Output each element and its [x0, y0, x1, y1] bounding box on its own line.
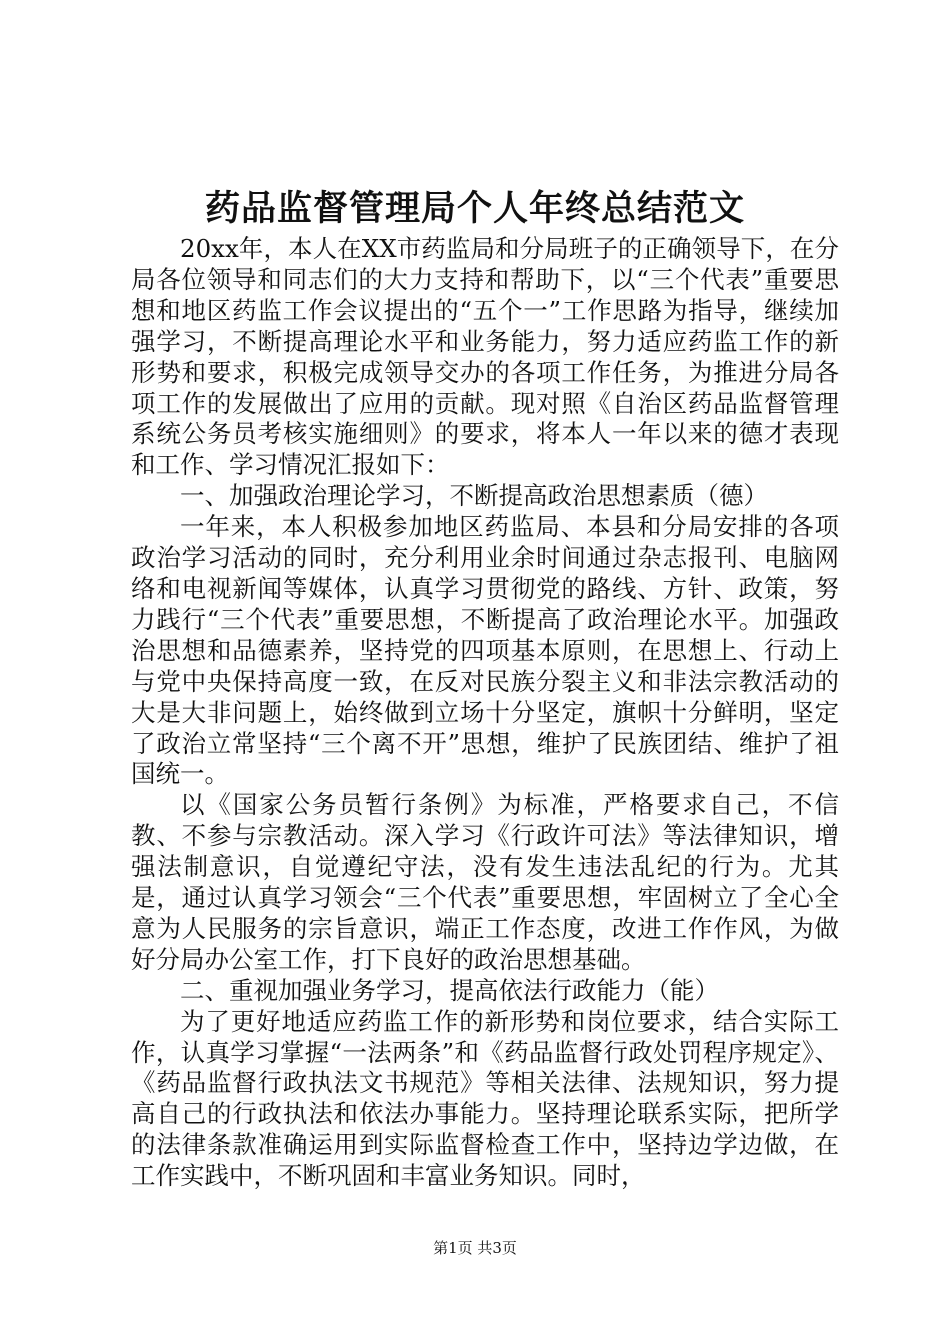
section-heading-1: 一、加强政治理论学习，不断提高政治思想素质（德） — [180, 481, 768, 511]
paragraph-section-1b: 以《国家公务员暂行条例》为标准，严格要求自己，不信教、不参与宗教活动。深入学习《行政许可法》等法律知识，增强法制意识，自觉遵纪守法，没有发生违法乱纪的行为。尤其是，通过认真学习领会“三个代表”重要思想，牢固树立了全心全意为人民服务的宗旨意识，端正工作态度，改进工作作风，为做好分局办公室工作，打下良好的政治思想基础。 — [131, 790, 839, 974]
paragraph-section-1: 一年来，本人积极参加地区药监局、本县和分局安排的各项政治学习活动的同时，充分利用业余时间通过杂志报刊、电脑网络和电视新闻等媒体，认真学习贯彻党的路线、方针、政策，努力践行“三个代表”重要思想，不断提高了政治理论水平。加强政治思想和品德素养，坚持党的四项基本原则，在思想上、行动上与党中央保持高度一致，在反对民族分裂主义和非法宗教活动的大是大非问题上，始终做到立场十分坚定，旗帜十分鲜明，坚定了政治立常坚持“三个离不开”思想，维护了民族团结、维护了祖国统一。 — [131, 512, 839, 789]
document-body — [131, 234, 839, 1192]
section-heading-2: 二、重视加强业务学习，提高依法行政能力（能） — [180, 975, 719, 1005]
page-number-footer: 第1页 共3页 — [433, 1239, 517, 1257]
paragraph-section-2: 为了更好地适应药监工作的新形势和岗位要求，结合实际工作，认真学习掌握“一法两条”和《药品监督行政处罚程序规定》、《药品监督行政执法文书规范》等相关法律、法规知识，努力提高自己的行政执法和依法办事能力。坚持理论联系实际，把所学的法律条款准确运用到实际监督检查工作中，坚持边学边做，在工作实践中，不断巩固和丰富业务知识。同时， — [131, 1006, 839, 1191]
paragraph-intro: 20xx年，本人在XX市药监局和分局班子的正确领导下，在分局各位领导和同志们的大力支持和帮助下，以“三个代表”重要思想和地区药监工作会议提出的“五个一”工作思路为指导，继续加强学习，不断提高理论水平和业务能力，努力适应药监工作的新形势和要求，积极完成领导交办的各项工作任务，为推进分局各项工作的发展做出了应用的贡献。现对照《自治区药品监督管理系统公务员考核实施细则》的要求，将本人一年以来的德才表现和工作、学习情况汇报如下： — [131, 234, 839, 480]
document-title: 药品监督管理局个人年终总结范文 — [204, 188, 745, 229]
